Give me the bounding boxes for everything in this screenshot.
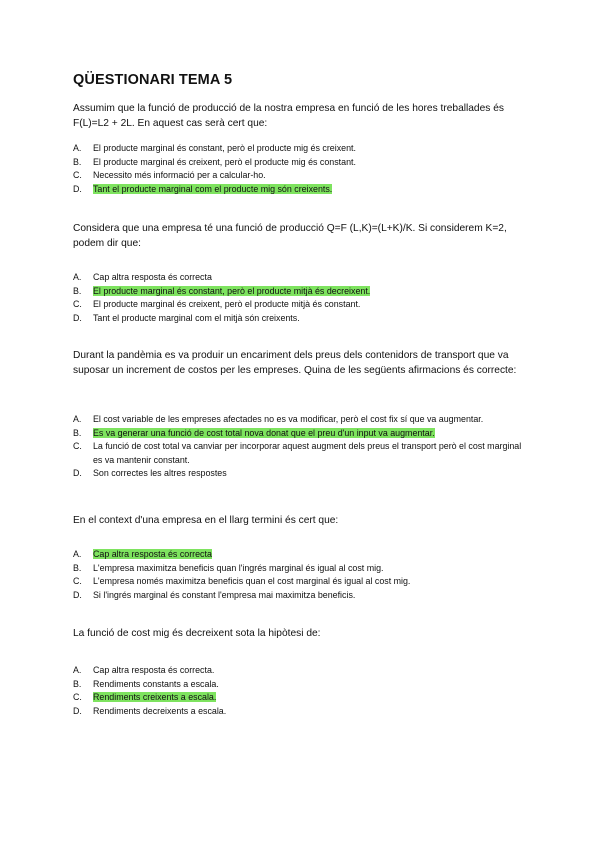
option-letter: D. bbox=[73, 468, 82, 479]
option-2d bbox=[73, 312, 533, 326]
option-letter: B. bbox=[73, 427, 82, 438]
question-1-text: Assumim que la funció de producció de la nostra empresa en funció de les hores treballades és F(L)=L2 + 2L. En aquest cas serà cert que: bbox=[73, 103, 504, 129]
option-letter: B. bbox=[73, 156, 82, 167]
option-text: Son correctes les altres respostes bbox=[93, 468, 227, 479]
option-4a-correct bbox=[73, 548, 533, 562]
option-letter: D. bbox=[73, 183, 82, 194]
question-1-options bbox=[73, 142, 533, 196]
option-text: Si l'ingrés marginal és constant l'empresa mai maximitza beneficis. bbox=[93, 589, 356, 600]
option-text: El producte marginal és creixent, però el producte mitjà és constant. bbox=[93, 299, 361, 310]
option-1a bbox=[73, 142, 533, 156]
question-5-options bbox=[73, 664, 533, 718]
option-1b bbox=[73, 156, 533, 170]
option-2b-correct bbox=[73, 285, 533, 299]
option-5b bbox=[73, 678, 533, 692]
option-text: Cap altra resposta és correcta. bbox=[93, 665, 215, 675]
option-letter: C. bbox=[73, 299, 82, 310]
option-text: Rendiments decreixents a escala. bbox=[93, 705, 227, 716]
option-1c bbox=[73, 169, 533, 183]
option-text: El cost variable de les empreses afectades no es va modificar, però el cost fix sí que va augmentar. bbox=[93, 414, 484, 424]
option-text: La funció de cost total va canviar per incorporar aquest augment dels preus el transport però el cost marginal es va mantenir constant. bbox=[93, 441, 522, 465]
option-letter: C. bbox=[73, 441, 82, 452]
option-5c-correct bbox=[73, 691, 533, 705]
option-text-highlighted: Tant el producte marginal com el producte mig són creixents. bbox=[93, 183, 333, 194]
option-text: Tant el producte marginal com el mitjà són creixents. bbox=[93, 312, 300, 323]
option-2a bbox=[73, 271, 533, 285]
option-2c bbox=[73, 298, 533, 312]
option-text-highlighted: Rendiments creixents a escala. bbox=[93, 692, 217, 703]
option-text-highlighted: Es va generar una funció de cost total nova donat que el preu d'un input va augmentar. bbox=[93, 427, 435, 438]
option-text: L'empresa maximitza beneficis quan l'ingrés marginal és igual al cost mig. bbox=[93, 562, 384, 573]
option-text-highlighted: Cap altra resposta és correcta bbox=[93, 549, 212, 559]
option-letter: B. bbox=[73, 562, 82, 573]
option-text: L'empresa només maximitza beneficis quan el cost marginal és igual al cost mig. bbox=[93, 576, 411, 587]
question-3-options bbox=[73, 413, 533, 481]
option-letter: D. bbox=[73, 705, 82, 716]
option-letter: A. bbox=[73, 414, 82, 424]
question-4-options bbox=[73, 548, 533, 602]
option-4b bbox=[73, 562, 533, 576]
question-2-text: Considera que una empresa té una funció de producció Q=F (L,K)=(L+K)/K. Si considerem K=2, podem dir que: bbox=[73, 223, 507, 249]
question-4-text: En el context d'una empresa en el llarg termini és cert que: bbox=[73, 515, 339, 526]
option-letter: D. bbox=[73, 312, 82, 323]
option-3d bbox=[73, 467, 533, 481]
option-text: El producte marginal és constant, però el producte mig és creixent. bbox=[93, 143, 356, 153]
option-letter: A. bbox=[73, 272, 82, 282]
question-3-text: Durant la pandèmia es va produir un encariment dels preus dels contenidors de transport que va suposar un increment de costos per les empreses. Quina de les següents afirmacions és correcte: bbox=[73, 350, 517, 376]
option-letter: B. bbox=[73, 678, 82, 689]
option-letter: B. bbox=[73, 285, 82, 296]
option-text: El producte marginal és creixent, però el producte mig és constant. bbox=[93, 156, 356, 167]
option-letter: A. bbox=[73, 665, 82, 675]
option-text-highlighted: El producte marginal és constant, però el producte mitjà és decreixent. bbox=[93, 285, 371, 296]
option-text: Necessito més informació per a calcular-ho. bbox=[93, 170, 266, 181]
option-letter: A. bbox=[73, 143, 82, 153]
option-letter: C. bbox=[73, 576, 82, 587]
option-4c bbox=[73, 575, 533, 589]
option-letter: C. bbox=[73, 692, 82, 703]
option-3c bbox=[73, 440, 533, 467]
document-title: QÜESTIONARI TEMA 5 bbox=[73, 72, 233, 88]
option-letter: C. bbox=[73, 170, 82, 181]
option-letter: D. bbox=[73, 589, 82, 600]
option-3a bbox=[73, 413, 533, 427]
option-4d bbox=[73, 589, 533, 603]
question-2-options bbox=[73, 271, 533, 325]
option-text: Cap altra resposta és correcta bbox=[93, 272, 212, 282]
question-5-text: La funció de cost mig és decreixent sota la hipòtesi de: bbox=[73, 628, 321, 639]
option-3b-correct bbox=[73, 427, 533, 441]
option-5a bbox=[73, 664, 533, 678]
option-5d bbox=[73, 705, 533, 719]
option-letter: A. bbox=[73, 549, 82, 559]
option-1d-correct bbox=[73, 183, 533, 197]
option-text: Rendiments constants a escala. bbox=[93, 678, 219, 689]
